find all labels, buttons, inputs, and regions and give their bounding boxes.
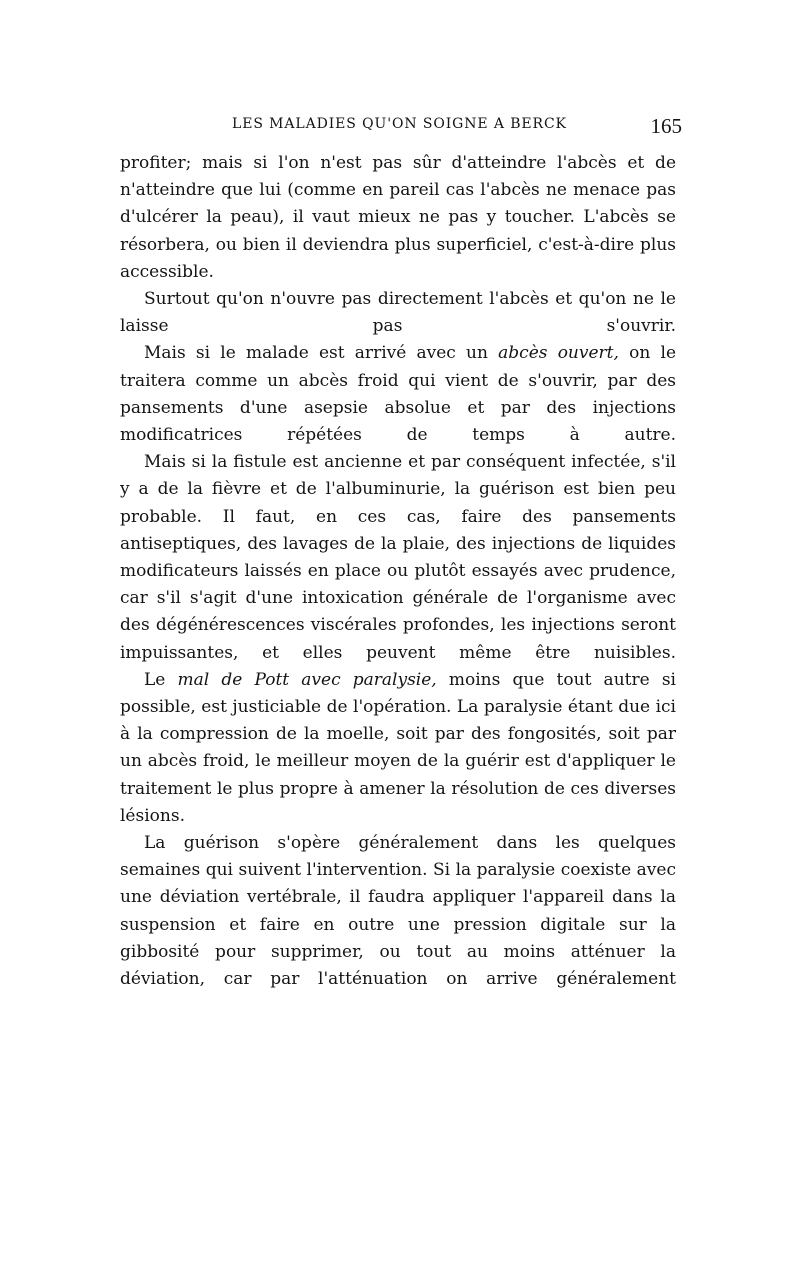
paragraph-3 bbox=[120, 340, 676, 449]
running-title: LES MALADIES QU'ON SOIGNE A BERCK bbox=[232, 116, 567, 132]
page-number: 165 bbox=[650, 114, 682, 138]
paragraph-4: Mais si la fistule est ancienne et par conséquent infectée, s'il y a de la fièvre et de l'albuminurie, la guérison est bien peu probable. Il faut, en ces cas, faire des pansements antiseptiques, des lavages de la plaie, des injections de liquides modificateurs laissés en place ou plutôt essayés avec prudence, car s'il s'agit d'une intoxication générale de l'organisme avec des dégénérescences viscérales profondes, les injections seront impuissantes, et elles peuvent même être nuisibles. bbox=[120, 452, 676, 663]
italic-mal-de-pott: mal de Pott avec paralysie, bbox=[177, 669, 437, 690]
paragraph-2: Surtout qu'on n'ouvre pas directement l'abcès et qu'on ne le laisse pas s'ouvrir. bbox=[120, 289, 676, 337]
paragraph-5 bbox=[120, 667, 676, 830]
running-head bbox=[120, 116, 682, 140]
paragraph-5-before: Le bbox=[144, 669, 178, 690]
paragraph-3-after: on le traitera comme un abcès froid qui vient de s'ouvrir, par des pansements d'une asepsie absolue et par des injections modificatrices répétées de temps à autre. bbox=[120, 343, 677, 446]
paragraph-6: La guérison s'opère généralement dans les quelques semaines qui suivent l'intervention. Si la paralysie coexiste avec une déviation vertébrale, il faudra appliquer l'appareil dans la suspension et faire en outre une pression digitale sur la gibbosité pour supprimer, ou tout au moins atténuer la déviation, car par l'atténuation on arrive généralement bbox=[120, 833, 676, 990]
paragraph-1: profiter; mais si l'on n'est pas sûr d'atteindre l'abcès et de n'atteindre que lui (comme en pareil cas l'abcès ne menace pas d'ulcérer la peau), il vaut mieux ne pas y toucher. L'abcès se résorbera, ou bien il deviendra plus superficiel, c'est-à-dire plus accessible. bbox=[120, 153, 676, 282]
paragraph-5-after: moins que tout autre si possible, est justiciable de l'opération. La paralysie étant due ici à la compression de la moelle, soit par des fongosités, soit par un abcès froid, le meilleur moyen de la guérir est d'appliquer le traitement le plus propre à amener la résolution de ces diverses lésions. bbox=[120, 669, 676, 826]
italic-abces-ouvert: abcès ouvert, bbox=[498, 343, 619, 364]
body-text bbox=[120, 150, 676, 993]
paragraph-3-before: Mais si le malade est arrivé avec un bbox=[144, 343, 499, 364]
